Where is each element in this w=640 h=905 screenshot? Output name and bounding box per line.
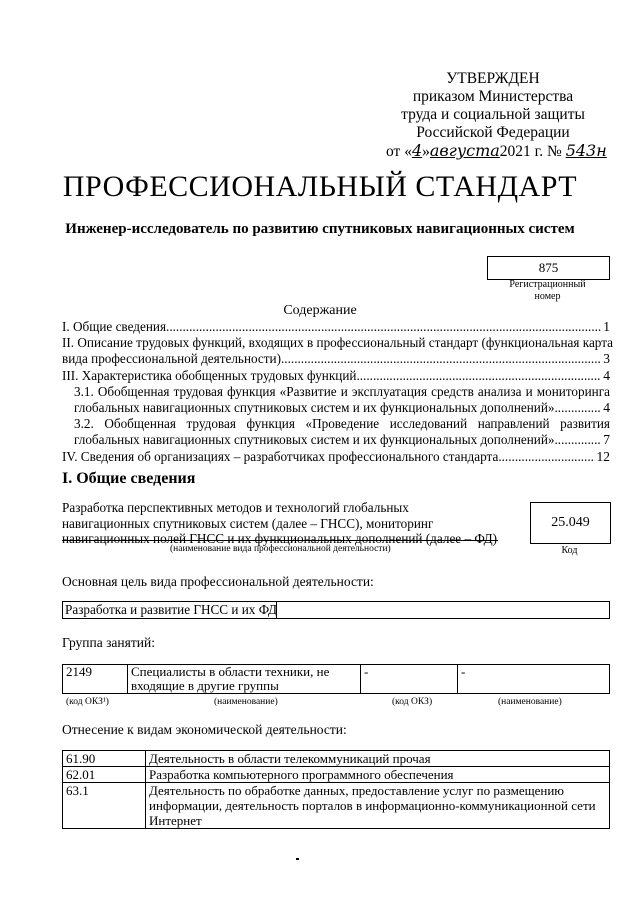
divider	[276, 602, 277, 618]
table-row	[63, 767, 610, 783]
underline	[62, 540, 498, 541]
goal-text: Разработка и развитие ГНСС и их ФД	[65, 602, 277, 617]
table-cell: Разработка компьютерного программного обеспечения	[146, 767, 610, 783]
toc-heading: Содержание	[283, 303, 357, 318]
registration-number-box: 875	[487, 256, 610, 280]
toc-item[interactable]: глобальных навигационных спутниковых систем и их функциональных дополнений» ..... 7	[62, 432, 610, 448]
toc-item[interactable]: I. Общие сведения ..... 1	[62, 319, 610, 335]
toc-item[interactable]: вида профессиональной деятельности) ..... 3	[62, 351, 610, 367]
table-cell: -	[361, 665, 458, 694]
group-table	[62, 664, 610, 694]
handwritten-order-number: 543н	[565, 141, 607, 160]
table-cell: Деятельность по обработке данных, предоставление услуг по размещению информации, деятельность порталов в информационно-коммуникационной сети Интернет	[146, 783, 610, 829]
table-cell: -	[458, 665, 610, 694]
toc-page: 7	[603, 432, 610, 448]
table-row	[63, 665, 610, 694]
section-heading: I. Общие сведения	[62, 470, 196, 487]
approval-date: от «4»августа2021 г. № 543н	[386, 141, 607, 160]
approval-block	[386, 70, 607, 161]
approval-line: приказом Министерства	[412, 88, 574, 105]
column-caption: (наименование)	[214, 697, 278, 707]
column-caption: (код ОКЗ¹)	[66, 697, 109, 707]
handwritten-month: августа	[429, 141, 500, 160]
toc-item-line: 3.1. Обобщенная трудовая функция «Развитие и эксплуатация средств анализа и мониторинга	[74, 383, 610, 399]
table-row	[63, 751, 610, 767]
activity-caption: (наименование вида профессиональной деятельности)	[170, 544, 391, 554]
code-caption: Код	[561, 545, 578, 556]
table-cell: 61.90	[63, 751, 146, 767]
okved-table	[62, 750, 610, 829]
table-of-contents	[62, 319, 613, 465]
goal-box	[62, 601, 610, 619]
toc-page: 3	[603, 351, 610, 367]
document-title: ПРОФЕССИОНАЛЬНЫЙ СТАНДАРТ	[62, 170, 578, 203]
approval-line: труда и социальной защиты	[401, 106, 585, 123]
toc-page: 12	[596, 448, 610, 464]
toc-page: 1	[603, 319, 610, 334]
table-cell: Деятельность в области телекоммуникаций прочая	[146, 751, 610, 767]
approval-line: Российской Федерации	[416, 124, 570, 141]
toc-item[interactable]: IV. Сведения об организациях – разработчиках профессионального стандарта ..... 12	[62, 449, 610, 465]
toc-page: 4	[603, 400, 610, 416]
document-subtitle: Инженер-исследователь по развитию спутниковых навигационных систем	[65, 221, 575, 237]
table-row	[63, 783, 610, 829]
goal-label: Основная цель вида профессиональной деятельности:	[62, 574, 374, 589]
group-label: Группа занятий:	[62, 635, 155, 650]
registration-label: Регистрационный номер	[509, 279, 586, 302]
toc-item[interactable]: III. Характеристика обобщенных трудовых функций ..... 4	[62, 368, 610, 384]
table-cell: 2149	[63, 665, 128, 694]
column-caption: (код ОКЗ)	[392, 697, 433, 707]
toc-item-line: II. Описание трудовых функций, входящих в профессиональный стандарт (функциональная карта	[62, 335, 613, 351]
handwritten-day: 4	[411, 141, 423, 160]
column-caption: (наименование)	[498, 697, 562, 707]
activity-code-box: 25.049	[530, 502, 611, 544]
table-cell: 63.1	[63, 783, 146, 829]
okved-label: Отнесение к видам экономической деятельности:	[62, 722, 347, 737]
toc-page: 4	[603, 367, 610, 383]
scan-mark	[296, 858, 299, 860]
table-cell: 62.01	[63, 767, 146, 783]
toc-item[interactable]: глобальных навигационных спутниковых систем и их функциональных дополнений» ..... 4	[62, 400, 610, 416]
approval-title: УТВЕРЖДЕН	[446, 70, 540, 87]
table-cell: Специалисты в области техники, не входящие в другие группы	[128, 665, 361, 694]
toc-item-line: 3.2. Обобщенная трудовая функция «Проведение исследований направлений развития	[74, 416, 610, 432]
activity-name: Разработка перспективных методов и технологий глобальных навигационных спутниковых систем (далее – ГНСС), мониторинг навигационных полей ГНСС и их функциональных дополнений (далее – ФД)	[62, 500, 497, 546]
